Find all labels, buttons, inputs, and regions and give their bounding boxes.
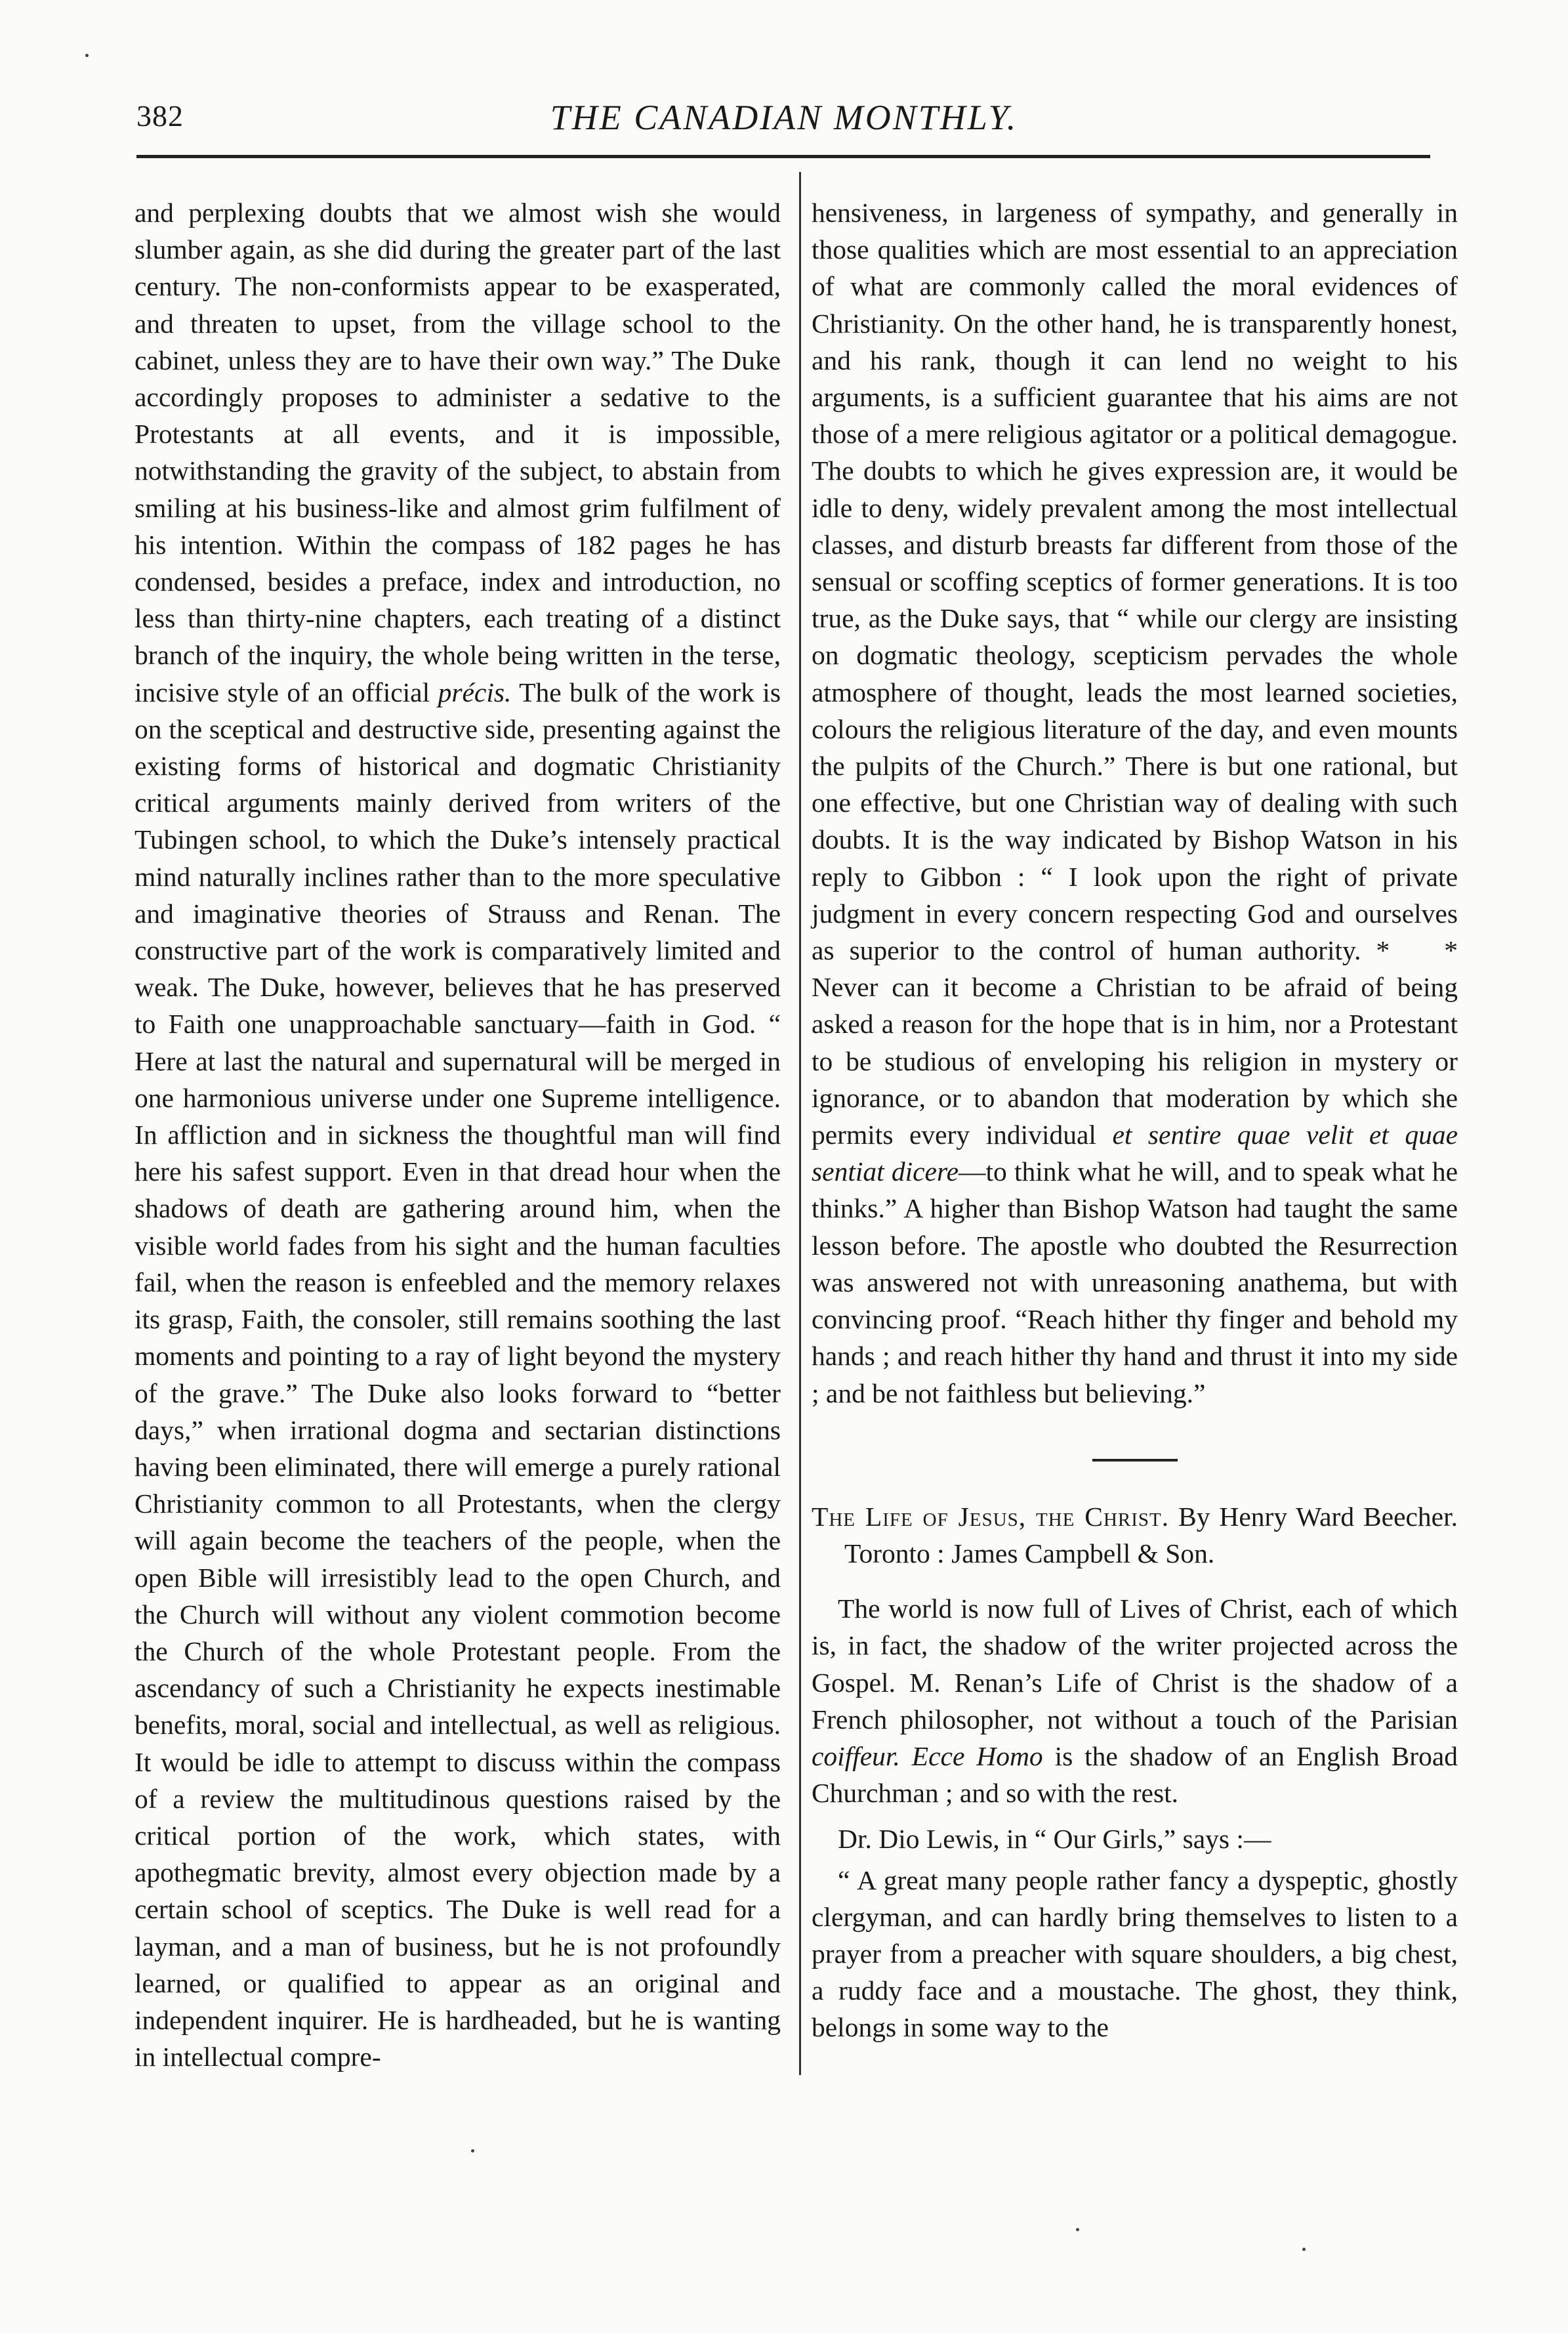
scan-speck xyxy=(471,2149,474,2153)
scan-speck xyxy=(85,54,89,57)
right-paragraph-2b: is the shadow of an English Broad Churchman ; and so with the rest. xyxy=(812,1740,1458,1809)
running-head: THE CANADIAN MONTHLY. xyxy=(550,98,1018,137)
left-column xyxy=(134,194,781,2075)
left-paragraph-1-text: and perplexing doubts that we almost wish she would slumber again, as she did during the greater part of the last century. The non-conformists appear to be exasperated, and threaten to upset, from the village school to the cabinet, unless they are to have their own way.” The Duke accordingly proposes to administer a sedative to the Protestants at all events, and it is impossible, notwithstanding the gravity of the subject, to abstain from smiling at his business-like and almost grim fulfilment of his intention. Within the compass of 182 pages he has condensed, besides a preface, index and introduction, no less than thirty-nine chapters, each treating of a distinct branch of the inquiry, the whole being written in the terse, incisive style of an official xyxy=(134,198,781,707)
header-rule xyxy=(136,155,1430,158)
right-paragraph-2a: The world is now full of Lives of Christ, each of which is, in fact, the shadow of the writer projected across the Gospel. M. Renan’s Life of Christ is the shadow of a French philosopher, not without a touch of the Parisian xyxy=(812,1593,1458,1734)
right-paragraph-1 xyxy=(812,194,1458,1412)
review-publisher: Toronto : James Campbell & Son. xyxy=(844,1538,1215,1568)
scan-speck xyxy=(1076,2228,1079,2231)
review-title: The Life of Jesus, the Christ. xyxy=(812,1501,1170,1532)
scan-speck xyxy=(1302,2248,1306,2251)
right-column xyxy=(812,194,1458,2046)
review-author: By Henry Ward Beecher. xyxy=(1178,1501,1458,1532)
right-paragraph-1a: hensiveness, in largeness of sympathy, and generally in those qualities which are most essential to an appreciation of what are commonly called the moral evidences of Christianity. On the other hand, he is transparently honest, and his rank, though it can lend no weight to his arguments, is a sufficient guarantee that his aims are not those of a mere religious agitator or a political demagogue. The doubts to which he gives expression are, it would be idle to deny, widely prevalent among the most intellectual classes, and disturb breasts far different from those of the sensual or scoffing sceptics of former generations. It is too true, as the Duke says, that “ while our clergy are insisting on dogmatic theology, scepticism pervades the whole atmosphere of thought, leads the most learned societies, colours the religious literature of the day, and even mounts the pulpits of the Church.” There is but one rational, but one effective, but one Christian way of dealing with such doubts. It is the way indicated by Bishop Watson in his reply to Gibbon : “ I look upon the right of private judgment in every concern respecting God and ourselves as superior to the control of human authority. xyxy=(812,198,1458,966)
page-number: 382 xyxy=(136,99,184,133)
precis-word: précis. xyxy=(438,677,512,707)
column-divider xyxy=(799,172,801,2075)
right-paragraph-4: “ A great many people rather fancy a dyspeptic, ghostly clergyman, and can hardly bring themselves to listen to a prayer from a preacher with square shoulders, a big chest, a ruddy face and a moustache. The ghost, they think, belongs in some way to the xyxy=(812,1864,1458,2043)
latin-phrase: et sentire quae velit et quae sentiat dicere xyxy=(812,1120,1458,1187)
right-paragraph-1c: —to think what he will, and to speak what he thinks.” A higher than Bishop Watson had taught the same lesson before. The apostle who doubted the Resurrection was answered not with unreasoning anathema, but with convincing proof. “Reach hither thy finger and behold my hands ; and reach hither thy hand and thrust it into my side ; and be not faithless but believing.” xyxy=(812,1156,1458,1408)
left-paragraph-2-text: The bulk of the work is on the sceptical and destructive side, presenting against the existing forms of historical and dogmatic Christianity critical arguments mainly derived from writers of the Tubingen school, to which the Duke’s intensely practical mind naturally inclines rather than to the more speculative and imaginative theories of Strauss and Renan. The constructive part of the work is comparatively limited and weak. The Duke, however, believes that he has preserved to Faith one unapproachable sanctuary—faith in God. “ Here at last the natural and supernatural will be merged in one harmonious universe under one Supreme intelligence. In affliction and in sickness the thoughtful man will find here his safest support. Even in that dread hour when the shadows of death are gathering around him, when the visible world fades from his sight and the human faculties fail, when the reason is enfeebled and the memory relaxes its grasp, Faith, the consoler, still remains soothing the last moments and pointing to a ray of light beyond the mystery of the grave.” The Duke also looks forward to “better days,” when irrational dogma and sectarian distinctions having been eliminated, there will emerge a purely rational Christianity common to all Protestants, when the clergy will again become the teachers of the people, when the open Bible will irresistibly lead to the open Church, and the Church will without any violent commotion become the Church of the whole Protestant people. From the ascendancy of such a Christianity he expects inestimable benefits, moral, social and intellectual, as well as religious. It would be idle to attempt to discuss within the compass of a review the multitudinous questions raised by the critical portion of the work, which states, with apothegmatic brevity, almost every objection made by a certain school of sceptics. The Duke is well read for a layman, and a man of business, but he is not profoundly learned, or qualified to appear as an original and independent inquirer. He is hardheaded, but he is wanting in intellectual compre- xyxy=(134,677,781,2072)
section-rule xyxy=(1092,1459,1178,1461)
right-paragraph-2 xyxy=(812,1590,1458,1811)
coiffeur-word: coiffeur. xyxy=(812,1740,900,1771)
asterisks: * * xyxy=(1376,935,1458,966)
ecce-homo-title: Ecce Homo xyxy=(911,1740,1043,1771)
right-paragraph-3: Dr. Dio Lewis, in “ Our Girls,” says :— xyxy=(838,1824,1271,1855)
left-paragraph-1 xyxy=(134,194,781,2075)
review-heading xyxy=(812,1498,1458,1572)
right-paragraph-1b: Never can it become a Christian to be afraid of being asked a reason for the hope that is in him, nor a Protestant to be studious of enveloping his religion in mystery or ignorance, or to abandon that moderation by which she permits every individual xyxy=(812,972,1458,1150)
